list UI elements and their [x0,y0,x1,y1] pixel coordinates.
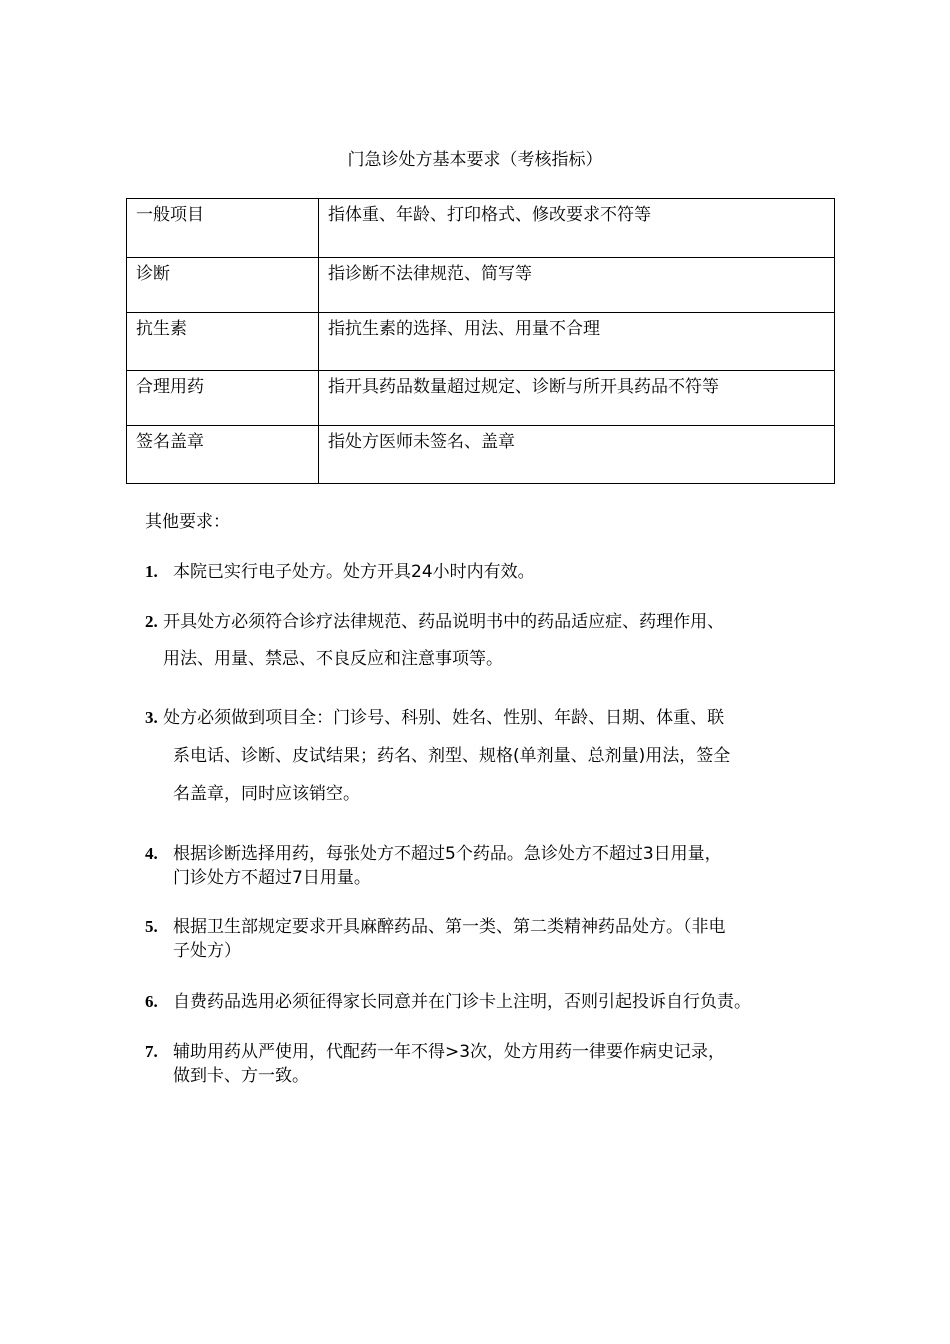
criteria-description: 指体重、年龄、打印格式、修改要求不符等 [319,199,835,258]
list-item-text: 处方必须做到项目全：门诊号、科别、姓名、性别、年龄、日期、体重、联 [163,708,725,728]
list-item-number: 5. [145,917,158,936]
list-item [145,1040,725,1088]
list-item [145,842,722,890]
criteria-item: 诊断 [127,258,319,313]
other-requirements-heading: 其他要求： [145,512,230,532]
table-row [127,371,835,426]
criteria-item: 一般项目 [127,199,319,258]
list-item-number: 2. [145,612,158,631]
list-item-text: 做到卡、方一致。 [173,1066,309,1086]
list-item-number: 6. [145,992,158,1011]
table-row [127,313,835,371]
list-item [145,990,751,1014]
list-item-text: 自费药品选用必须征得家长同意并在门诊卡上注明，否则引起投诉自行负责。 [173,992,751,1012]
list-item [145,706,730,806]
criteria-item: 合理用药 [127,371,319,426]
criteria-description: 指抗生素的选择、用法、用量不合理 [319,313,835,371]
list-item-text: 子处方） [173,941,241,961]
criteria-description: 指诊断不法律规范、简写等 [319,258,835,313]
list-item-text: 辅助用药从严使用，代配药一年不得>3次，处方用药一律要作病史记录， [173,1042,726,1062]
list-item-text: 根据诊断选择用药，每张处方不超过5个药品。急诊处方不超过3日用量， [173,844,722,864]
document-title: 门急诊处方基本要求（考核指标） [347,150,603,170]
list-item [145,915,726,963]
list-item-number: 1. [145,562,158,581]
list-item-text: 名盖章，同时应该销空。 [173,784,360,804]
list-item-text: 开具处方必须符合诊疗法律规范、药品说明书中的药品适应症、药理作用、 [163,612,725,632]
list-item-text: 根据卫生部规定要求开具麻醉药品、第一类、第二类精神药品处方。（非电 [173,917,726,937]
criteria-item: 抗生素 [127,313,319,371]
table-row [127,258,835,313]
list-item-text: 门诊处方不超过7日用量。 [173,868,371,888]
list-item-text: 系电话、诊断、皮试结果；药名、剂型、规格(单剂量、总剂量)用法，签全 [173,746,731,766]
criteria-table [126,198,835,484]
list-item-number: 4. [145,844,158,863]
criteria-item: 签名盖章 [127,426,319,484]
list-item [145,610,724,671]
table-row [127,199,835,258]
list-item-number: 3. [145,708,158,727]
criteria-description: 指处方医师未签名、盖章 [319,426,835,484]
criteria-description: 指开具药品数量超过规定、诊断与所开具药品不符等 [319,371,835,426]
table-row [127,426,835,484]
list-item-text: 本院已实行电子处方。处方开具24小时内有效。 [173,562,535,582]
list-item-text: 用法、用量、禁忌、不良反应和注意事项等。 [163,649,503,669]
list-item-number: 7. [145,1042,158,1061]
list-item [145,560,535,584]
